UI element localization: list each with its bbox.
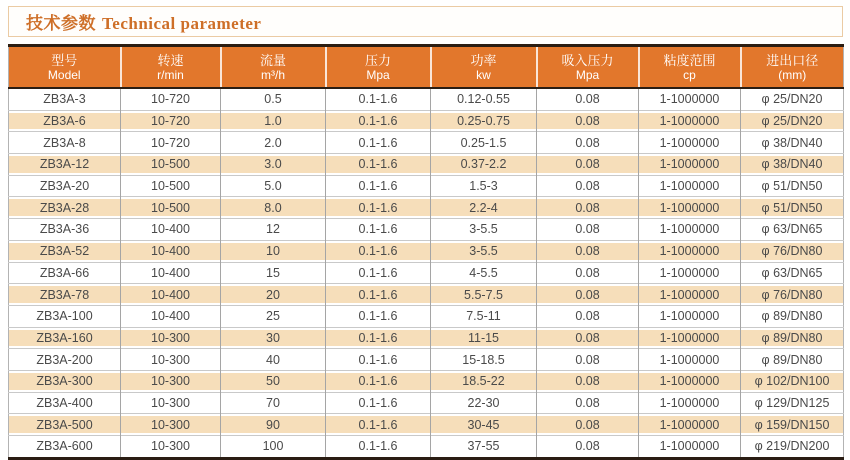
table-cell: φ 38/DN40 [741, 132, 844, 154]
page-title-zh: 技术参数 [26, 14, 96, 33]
section-title-box [8, 6, 843, 37]
table-row [9, 88, 844, 110]
table-cell: 3-5.5 [431, 219, 537, 241]
table-row [9, 154, 844, 176]
table-cell: 0.08 [537, 110, 639, 132]
table-cell: ZB3A-28 [9, 197, 121, 219]
table-cell: 1-1000000 [639, 436, 741, 459]
table-cell: 0.1-1.6 [326, 154, 431, 176]
table-cell: 7.5-11 [431, 305, 537, 327]
table-cell: 0.1-1.6 [326, 392, 431, 414]
table-cell: 0.1-1.6 [326, 219, 431, 241]
table-row [9, 284, 844, 306]
table-cell: 10-400 [121, 284, 221, 306]
table-cell: 10-300 [121, 327, 221, 349]
table-cell: ZB3A-500 [9, 414, 121, 436]
table-cell: 0.08 [537, 175, 639, 197]
table-cell: 50 [221, 370, 326, 392]
table-row [9, 370, 844, 392]
table-body [9, 88, 844, 458]
column-header-unit: Model [47, 67, 81, 82]
table-cell: 10-300 [121, 436, 221, 459]
table-cell: φ 89/DN80 [741, 327, 844, 349]
table-cell: φ 63/DN65 [741, 262, 844, 284]
page-title-en: Technical parameter [102, 14, 262, 33]
table-cell: 0.08 [537, 414, 639, 436]
table-cell: 0.1-1.6 [326, 88, 431, 110]
table-cell: 10-720 [121, 88, 221, 110]
table-cell: 10-300 [121, 370, 221, 392]
table-row [9, 175, 844, 197]
table-cell: 1.5-3 [431, 175, 537, 197]
table-cell: 22-30 [431, 392, 537, 414]
column-header [9, 46, 121, 89]
table-cell: 1-1000000 [639, 284, 741, 306]
column-header-zh: 流量 [259, 52, 286, 68]
table-cell: 0.25-1.5 [431, 132, 537, 154]
column-header [221, 46, 326, 89]
table-cell: 70 [221, 392, 326, 414]
table-cell: φ 25/DN20 [741, 110, 844, 132]
table-cell: 0.08 [537, 132, 639, 154]
table-cell: 25 [221, 305, 326, 327]
table-header-row [9, 46, 844, 89]
table-cell: 100 [221, 436, 326, 459]
column-header-unit: Mpa [366, 67, 390, 82]
table-cell: ZB3A-200 [9, 349, 121, 371]
table-cell: 5.5-7.5 [431, 284, 537, 306]
column-header [537, 46, 639, 89]
table-cell: 1-1000000 [639, 370, 741, 392]
table-cell: 5.0 [221, 175, 326, 197]
table-cell: 90 [221, 414, 326, 436]
table-cell: 0.1-1.6 [326, 305, 431, 327]
table-cell: 0.1-1.6 [326, 262, 431, 284]
table-cell: 18.5-22 [431, 370, 537, 392]
table-cell: 1-1000000 [639, 132, 741, 154]
column-header-unit: r/min [157, 67, 184, 82]
table-cell: 0.1-1.6 [326, 349, 431, 371]
table-cell: 0.08 [537, 219, 639, 241]
table-cell: ZB3A-3 [9, 88, 121, 110]
table-cell: 4-5.5 [431, 262, 537, 284]
column-header-zh: 压力 [364, 52, 391, 68]
table-row [9, 262, 844, 284]
table-cell: 0.08 [537, 88, 639, 110]
column-header-zh: 粘度范围 [663, 52, 716, 68]
table-cell: ZB3A-600 [9, 436, 121, 459]
table-cell: φ 89/DN80 [741, 305, 844, 327]
table-cell: 1-1000000 [639, 414, 741, 436]
table-cell: φ 129/DN125 [741, 392, 844, 414]
table-cell: 10-300 [121, 414, 221, 436]
table-cell: φ 51/DN50 [741, 175, 844, 197]
table-cell: ZB3A-12 [9, 154, 121, 176]
table-row [9, 240, 844, 262]
table-cell: 3-5.5 [431, 240, 537, 262]
table-cell: 2.0 [221, 132, 326, 154]
table-cell: 0.08 [537, 197, 639, 219]
table-cell: 1-1000000 [639, 110, 741, 132]
table-cell: 15 [221, 262, 326, 284]
column-header-unit: m³/h [261, 67, 285, 82]
table-row [9, 219, 844, 241]
table-cell: 0.1-1.6 [326, 132, 431, 154]
table-cell: 1-1000000 [639, 88, 741, 110]
table-cell: 11-15 [431, 327, 537, 349]
column-header-unit: kw [476, 67, 491, 82]
table-row [9, 349, 844, 371]
table-cell: ZB3A-36 [9, 219, 121, 241]
table-cell: 10-500 [121, 175, 221, 197]
table-row [9, 110, 844, 132]
table-cell: 10-500 [121, 154, 221, 176]
table-cell: 10-400 [121, 305, 221, 327]
column-header [741, 46, 844, 89]
column-header-unit: Mpa [575, 67, 600, 82]
table-cell: ZB3A-20 [9, 175, 121, 197]
table-row [9, 392, 844, 414]
table-cell: 0.08 [537, 436, 639, 459]
table-cell: ZB3A-100 [9, 305, 121, 327]
table-row [9, 414, 844, 436]
table-cell: 0.08 [537, 392, 639, 414]
table-cell: 0.08 [537, 305, 639, 327]
table-cell: ZB3A-400 [9, 392, 121, 414]
table-cell: ZB3A-160 [9, 327, 121, 349]
table-row [9, 436, 844, 459]
table-cell: φ 25/DN20 [741, 88, 844, 110]
table-cell: φ 51/DN50 [741, 197, 844, 219]
table-cell: 1-1000000 [639, 219, 741, 241]
table-cell: ZB3A-300 [9, 370, 121, 392]
column-header [639, 46, 741, 89]
table-cell: φ 63/DN65 [741, 219, 844, 241]
column-header-unit: (mm) [778, 67, 807, 82]
table-cell: 0.37-2.2 [431, 154, 537, 176]
table-cell: 2.2-4 [431, 197, 537, 219]
column-header-unit: cp [683, 67, 696, 82]
table-cell: 10-300 [121, 392, 221, 414]
page-title [26, 9, 261, 34]
table-cell: φ 219/DN200 [741, 436, 844, 459]
table-cell: ZB3A-78 [9, 284, 121, 306]
table-cell: 1-1000000 [639, 197, 741, 219]
table-cell: 0.08 [537, 349, 639, 371]
table-cell: ZB3A-66 [9, 262, 121, 284]
table-cell: 1-1000000 [639, 154, 741, 176]
table-cell: 1-1000000 [639, 392, 741, 414]
table-cell: 20 [221, 284, 326, 306]
table-cell: 0.1-1.6 [326, 240, 431, 262]
table-cell: 0.1-1.6 [326, 414, 431, 436]
table-cell: 10-400 [121, 240, 221, 262]
table-cell: 10-300 [121, 349, 221, 371]
table-cell: 0.1-1.6 [326, 284, 431, 306]
table-cell: 8.0 [221, 197, 326, 219]
table-row [9, 132, 844, 154]
table-cell: 10-400 [121, 219, 221, 241]
column-header-zh: 型号 [51, 52, 78, 68]
table-cell: 1-1000000 [639, 305, 741, 327]
table-cell: 1-1000000 [639, 327, 741, 349]
table-cell: 1.0 [221, 110, 326, 132]
technical-parameters-table [8, 44, 844, 460]
table-cell: 37-55 [431, 436, 537, 459]
table-cell: 3.0 [221, 154, 326, 176]
table-cell: 0.1-1.6 [326, 197, 431, 219]
table-cell: 0.25-0.75 [431, 110, 537, 132]
table-cell: 10-720 [121, 110, 221, 132]
table-cell: 0.08 [537, 154, 639, 176]
column-header [326, 46, 431, 89]
column-header-zh: 功率 [470, 52, 497, 68]
table-cell: 15-18.5 [431, 349, 537, 371]
column-header [121, 46, 221, 89]
table-cell: φ 38/DN40 [741, 154, 844, 176]
table-cell: φ 76/DN80 [741, 284, 844, 306]
table-cell: 0.08 [537, 262, 639, 284]
table-cell: 0.1-1.6 [326, 370, 431, 392]
table-cell: 0.08 [537, 240, 639, 262]
table-cell: 0.1-1.6 [326, 175, 431, 197]
table-cell: 0.1-1.6 [326, 327, 431, 349]
table-cell: 0.1-1.6 [326, 110, 431, 132]
table-cell: 30 [221, 327, 326, 349]
table-cell: 0.12-0.55 [431, 88, 537, 110]
column-header [431, 46, 537, 89]
table-cell: ZB3A-6 [9, 110, 121, 132]
table-cell: 0.08 [537, 370, 639, 392]
table-cell: 1-1000000 [639, 240, 741, 262]
table-cell: 1-1000000 [639, 349, 741, 371]
table-cell: 0.08 [537, 284, 639, 306]
table-cell: 0.08 [537, 327, 639, 349]
table-cell: 10-400 [121, 262, 221, 284]
table-cell: 1-1000000 [639, 262, 741, 284]
table-row [9, 327, 844, 349]
table-cell: ZB3A-8 [9, 132, 121, 154]
table-cell: 0.1-1.6 [326, 436, 431, 459]
column-header-zh: 吸入压力 [561, 52, 614, 68]
table-cell: 10 [221, 240, 326, 262]
table-cell: 1-1000000 [639, 175, 741, 197]
table-cell: φ 102/DN100 [741, 370, 844, 392]
table-cell: 10-500 [121, 197, 221, 219]
table-row [9, 305, 844, 327]
table-cell: 0.5 [221, 88, 326, 110]
table-cell: ZB3A-52 [9, 240, 121, 262]
table-cell: φ 159/DN150 [741, 414, 844, 436]
table-cell: 40 [221, 349, 326, 371]
table-cell: φ 76/DN80 [741, 240, 844, 262]
table-cell: 10-720 [121, 132, 221, 154]
table-cell: 12 [221, 219, 326, 241]
table-cell: φ 89/DN80 [741, 349, 844, 371]
column-header-zh: 进出口径 [766, 52, 819, 68]
column-header-zh: 转速 [157, 52, 184, 68]
table-row [9, 197, 844, 219]
table-cell: 30-45 [431, 414, 537, 436]
